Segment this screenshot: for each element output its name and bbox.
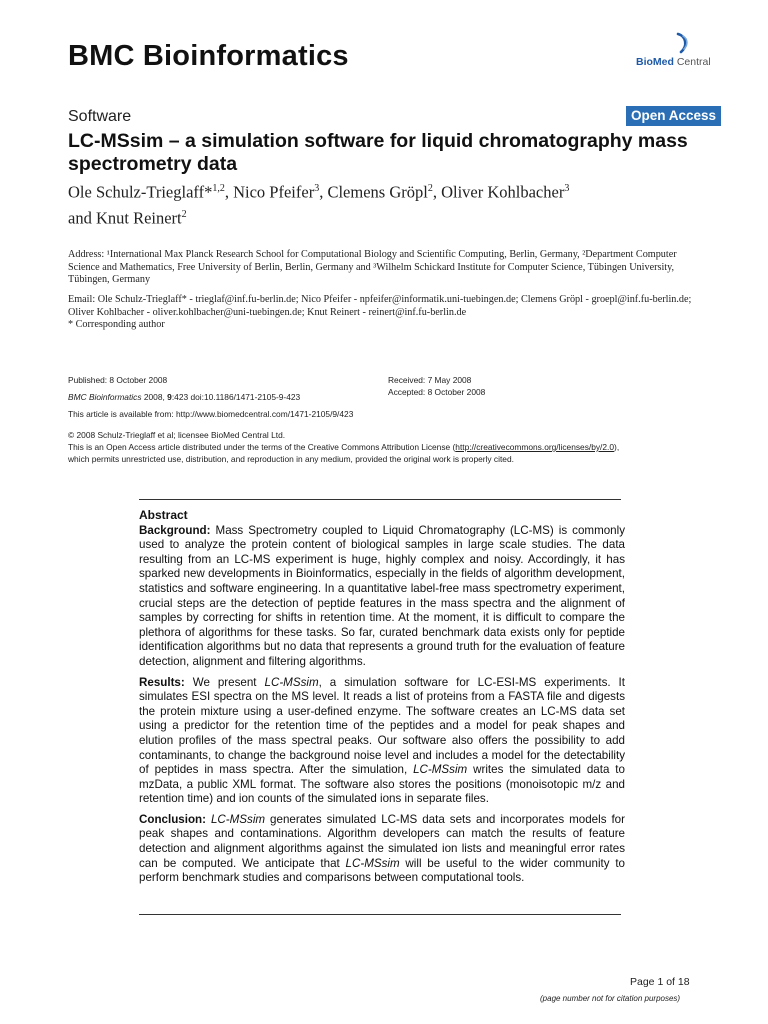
biomed-logo-icon <box>674 32 692 54</box>
corresponding-author-note: * Corresponding author <box>68 319 165 330</box>
section-label: Software <box>68 108 132 125</box>
page-number: Page 1 of 18 <box>630 976 690 988</box>
abstract-heading: Abstract <box>139 508 188 522</box>
open-access-badge: Open Access <box>626 106 721 126</box>
received-date: Received: 7 May 2008 <box>388 375 472 385</box>
abstract-bottom-rule <box>139 914 621 915</box>
abstract-results: Results: We present LC-MSsim, a simulation software for LC-ESI-MS experiments. It simulates ESI spectra on the MS level. It reads a list of proteins from a FASTA file and digests the protein mixture using a user-defined enzyme. The software creates an LC-MS data set using a predictor for the retention time of the peptides and a model for peak shapes and elution profiles of the mass spectral peaks. Our software also offers the possibility to add contaminants, to change the background noise level and includes a model for the detectability of peptides in mass spectra. After the simulation, LC-MSsim writes the simulated data to mzData, a public XML format. The software also stores the positions (monoisotopic m/z and retention time) and ion counts of the simulated ions in separate files. <box>139 675 625 806</box>
author-affiliations: Address: ¹International Max Planck Research School for Computational Biology and Scientific Computing, Berlin, Germany, ²Department Computer Science and Mathematics, Free University of Berlin, Berlin, Germany and ³Wilhelm Schickard Institute for Computer Science, Tübingen University, Tübingen, Germany <box>68 249 677 285</box>
page-number-note: (page number not for citation purposes) <box>540 994 681 1003</box>
abstract-top-rule <box>139 499 621 500</box>
copyright-line: © 2008 Schulz-Trieglaff et al; licensee BioMed Central Ltd. <box>68 430 286 440</box>
journal-title: BMC Bioinformatics <box>68 40 349 72</box>
license-line: This is an Open Access article distributed under the terms of the Creative Commons Attribution License (http://creativecommons.org/licenses/by/2.0), <box>68 442 620 452</box>
abstract-section <box>139 508 625 892</box>
published-date: Published: 8 October 2008 <box>68 375 168 385</box>
author-list: Ole Schulz-Trieglaff*$^{1,2}$, Nico Pfeifer$^3$, Clemens Gröpl$^2$, Oliver Kohlbacher$^3$ and Knut Reinert$^2$ <box>68 182 570 227</box>
article-title: LC-MSsim – a simulation software for liquid chromatography mass spectrometry data <box>68 130 688 175</box>
biomed-logo-text: BioMed Central <box>636 56 711 68</box>
article-url-line: This article is available from: http://www.biomedcentral.com/1471-2105/9/423 <box>68 409 354 419</box>
license-link[interactable]: http://creativecommons.org/licenses/by/2.0 <box>455 442 615 452</box>
citation-line: BMC Bioinformatics 2008, 9:423 doi:10.1186/1471-2105-9-423 <box>68 392 301 402</box>
abstract-background: Background: Mass Spectrometry coupled to Liquid Chromatography (LC-MS) is commonly used to analyze the protein content of biological samples in large scale studies. The data resulting from an LC-MS experiment is huge, highly complex and noisy. Accordingly, it has sparked new developments in Bioinformatics, especially in the fields of algorithm development, statistics and software engineering. In a quantitative label-free mass spectrometry experiment, crucial steps are the detection of peptide features in the mass spectra and the alignment of samples by correcting for shifts in retention time. At the moment, it is difficult to compare the plethora of algorithms for these tasks. So far, curated benchmark data exists only for peptide identification algorithms but no data that represents a ground truth for the evaluation of feature detection, alignment and filtering algorithms. <box>139 523 625 668</box>
biomed-central-logo <box>636 32 726 70</box>
accepted-date: Accepted: 8 October 2008 <box>388 387 486 397</box>
license-line-2: which permits unrestricted use, distribution, and reproduction in any medium, provided the original work is properly cited. <box>68 454 514 464</box>
abstract-conclusion: Conclusion: LC-MSsim generates simulated LC-MS data sets and incorporates models for peak shapes and contaminations. Algorithm developers can match the results of feature detection and alignment algorithms against the simulated ion lists and meaningful error rates can be computed. We anticipate that LC-MSsim will be useful to the wider community to perform benchmark studies and comparisons between computational tools. <box>139 812 625 885</box>
author-emails: Email: Ole Schulz-Trieglaff* - trieglaf@inf.fu-berlin.de; Nico Pfeifer - npfeifer@informatik.uni-tuebingen.de; Clemens Gröpl - groepl@inf.fu-berlin.de; Oliver Kohlbacher - oliver.kohlbacher@uni-tuebingen.de; Knut Reinert - reinert@inf.fu-berlin.de <box>68 294 692 318</box>
